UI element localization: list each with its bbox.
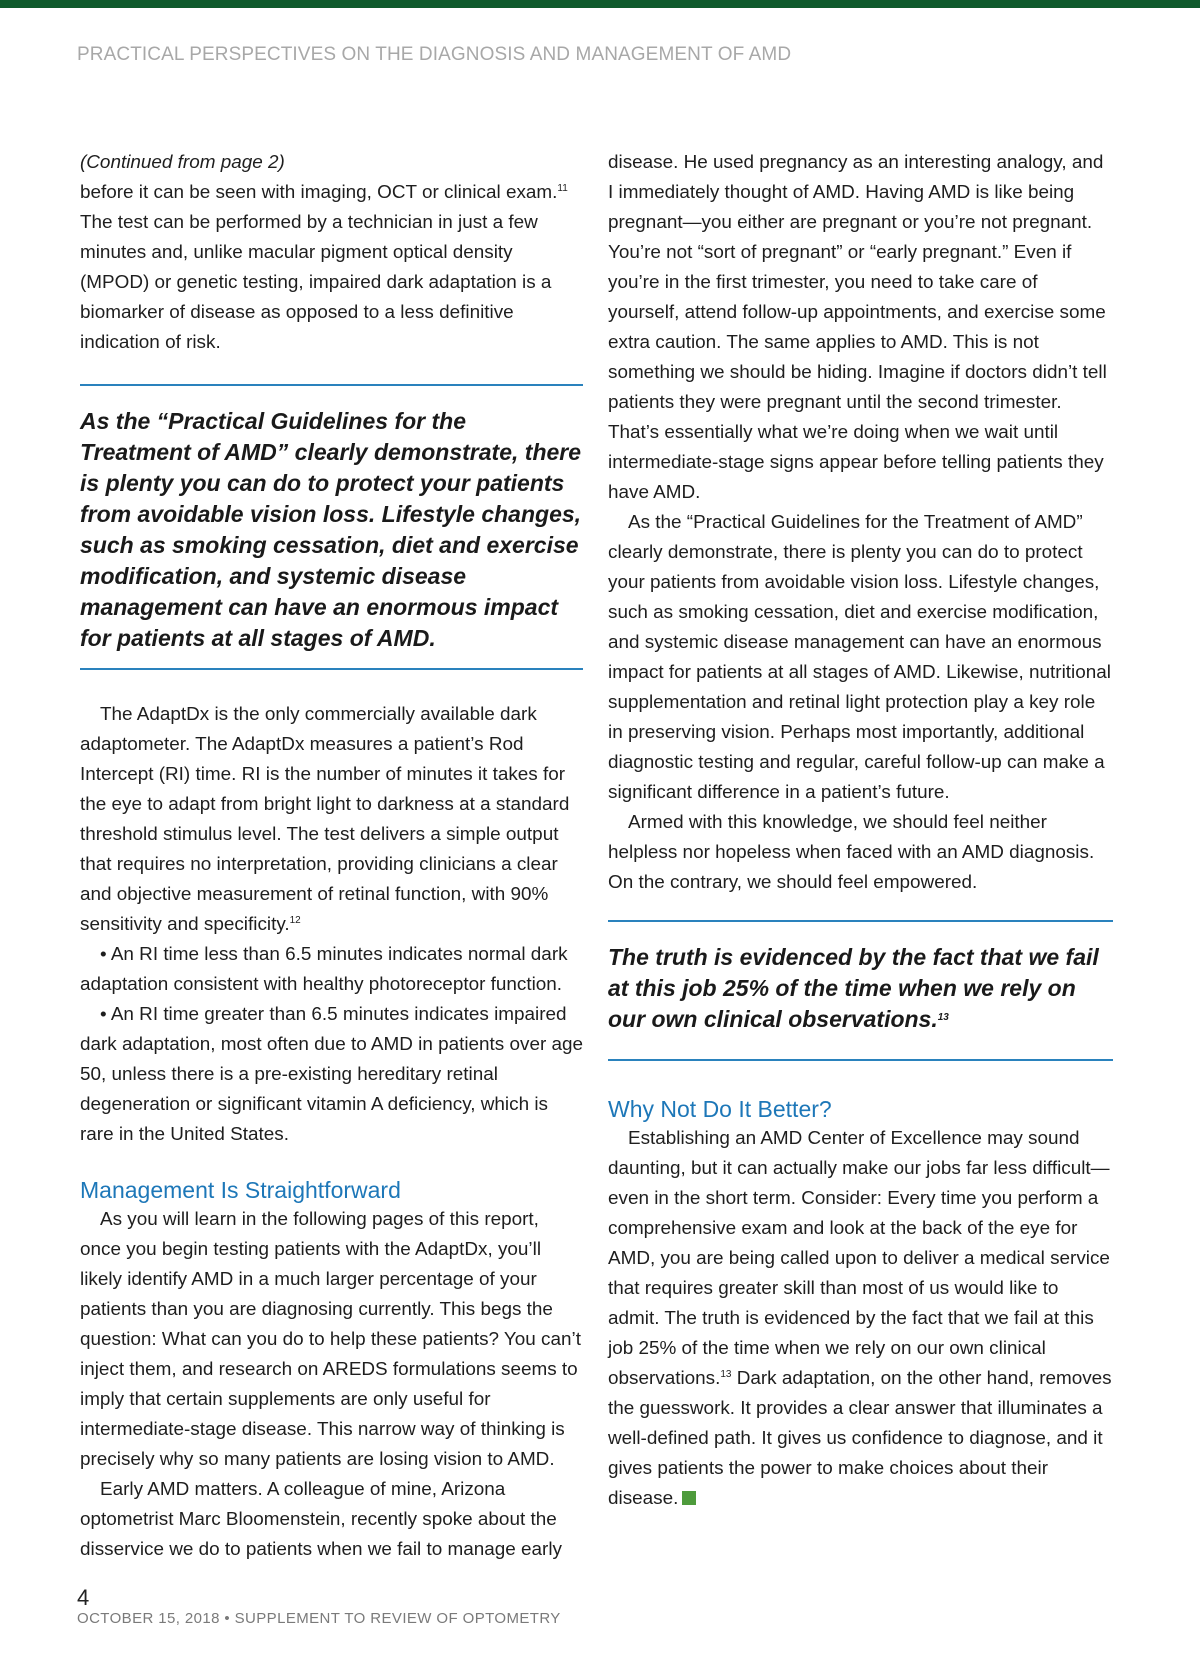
right-column	[608, 148, 1113, 1514]
footer-line: OCTOBER 15, 2018 • SUPPLEMENT TO REVIEW OF OPTOMETRY	[77, 1610, 561, 1627]
section-heading-management: Management Is Straightforward	[80, 1177, 401, 1203]
right-paragraph-1: disease. He used pregnancy as an interesting analogy, and I immediately thought of AMD. Having AMD is like being pregnant—you either are pregnant or you’re not pregnant. You’re not “sort of pregnant” or “early pregnant.” Even if you’re in the first trimester, you need to take care of yourself, attend follow-up appointments, and exercise some extra caution. The same applies to AMD. This is not something we should be hiding. Imagine if doctors didn’t tell patients they were pregnant until the second trimester. That’s essentially what we’re doing when we wait until intermediate-stage signs appear before telling patients they have AMD.	[608, 152, 1107, 503]
running-head: PRACTICAL PERSPECTIVES ON THE DIAGNOSIS AND MANAGEMENT OF AMD	[77, 44, 792, 65]
left-paragraph-2: The AdaptDx is the only commercially available dark adaptometer. The AdaptDx measures a patient’s Rod Intercept (RI) time. RI is the number of minutes it takes for the eye to adapt from bright light to darkness at a standard threshold stimulus level. The test delivers a simple output that requires no interpretation, providing clinicians a clear and objective measurement of retinal function, with 90% sensitivity and specificity.$^{12}$	[80, 704, 570, 935]
continued-note: (Continued from page 2)	[80, 152, 285, 173]
page-number: 4	[77, 1585, 90, 1610]
left-column	[80, 148, 583, 1565]
reference-13: 13	[720, 1369, 732, 1380]
reference-12: 12	[289, 915, 301, 926]
top-accent-bar	[0, 0, 1200, 8]
bullet-normal-ri: • An RI time less than 6.5 minutes indicates normal dark adaptation consistent with healthy photoreceptor function.	[80, 944, 568, 995]
left-paragraph-4: Early AMD matters. A colleague of mine, Arizona optometrist Marc Bloomenstein, recently spoke about the disservice we do to patients when we fail to manage early	[80, 1479, 562, 1560]
right-paragraph-2: As the “Practical Guidelines for the Treatment of AMD” clearly demonstrate, there is plenty you can do to protect your patients from avoidable vision loss. Lifestyle changes, such as smoking cessation, diet and exercise modification, and systemic disease management can have an enormous impact for patients at all stages of AMD. Likewise, nutritional supplementation and retinal light protection play a key role in preserving vision. Perhaps most importantly, additional diagnostic testing and regular, careful follow-up can make a significant difference in a patient’s future.	[608, 512, 1111, 803]
bullet-impaired-ri: • An RI time greater than 6.5 minutes indicates impaired dark adaptation, most often due to AMD in patients over age 50, unless there is a pre-existing hereditary retinal degeneration or significant vitamin A deficiency, which is rare in the United States.	[80, 1004, 584, 1145]
reference-11: 11	[557, 183, 568, 194]
left-pullquote: As the “Practical Guidelines for the Treatment of AMD” clearly demonstrate, there is plenty you can do to protect your patients from avoidable vision loss. Lifestyle changes, such as smoking cessation, diet and exercise modification, and systemic disease management can have an enormous impact for patients at all stages of AMD.	[80, 408, 582, 651]
section-heading-why-not: Why Not Do It Better?	[608, 1096, 832, 1122]
right-pullquote: The truth is evidenced by the fact that we fail at this job 25% of the time when we rely on our own clinical observations.$^{13}$	[608, 944, 1099, 1032]
right-paragraph-4: Establishing an AMD Center of Excellence may sound daunting, but it can actually make our jobs far less difficult—even in the short term. Consider: Every time you perform a comprehensive exam and look at the back of the eye for AMD, you are being called upon to deliver a medical service that requires greater skill than most of us would like to admit. The truth is evidenced by the fact that we fail at this job 25% of the time when we rely on our own clinical observations.$^{13}$ Dark adaptation, on the other hand, removes the guesswork. It provides a clear answer that illuminates a well-defined path. It gives us confidence to diagnose, and it gives patients the power to make choices about their disease.	[608, 1128, 1112, 1509]
left-paragraph-1: before it can be seen with imaging, OCT or clinical exam.$^{11}$ The test can be performed by a technician in just a few minutes and, unlike macular pigment optical density (MPOD) or genetic testing, impaired dark adaptation is a biomarker of disease as opposed to a less definitive indication of risk.	[80, 182, 568, 353]
end-of-article-mark	[682, 1491, 696, 1505]
right-paragraph-3: Armed with this knowledge, we should feel neither helpless nor hopeless when faced with an AMD diagnosis. On the contrary, we should feel empowered.	[608, 812, 1095, 893]
reference-13-pullquote: 13	[937, 1012, 949, 1023]
left-paragraph-3: As you will learn in the following pages of this report, once you begin testing patients with the AdaptDx, you’ll likely identify AMD in a much larger percentage of your patients than you are diagnosing currently. This begs the question: What can you do to help these patients? You can’t inject them, and research on AREDS formulations seems to imply that certain supplements are only useful for intermediate-stage disease. This narrow way of thinking is precisely why so many patients are losing vision to AMD.	[80, 1209, 581, 1470]
